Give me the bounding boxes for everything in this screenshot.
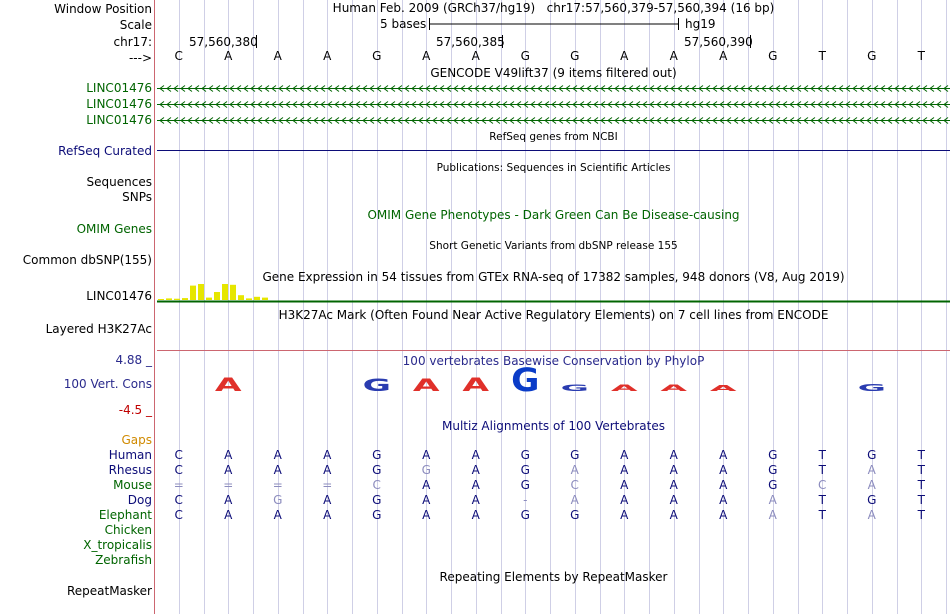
alignment-base: G [520, 478, 530, 492]
alignment-base: G [520, 448, 530, 462]
species-label[interactable]: Human [108, 448, 152, 462]
conservation-logo-letter: A [660, 382, 688, 394]
gtex-tissue-bar [254, 297, 260, 300]
alignment-base: T [917, 448, 925, 462]
base-letter: A [323, 49, 332, 63]
alignment-base: = [272, 478, 283, 492]
base-letter: A [422, 49, 431, 63]
gencode-item-label-3[interactable]: LINC01476 [86, 113, 152, 127]
h3k27ac-track-label[interactable]: Layered H3K27Ac [45, 322, 152, 336]
gtex-track-label[interactable]: LINC01476 [86, 289, 152, 303]
conservation-logo-letter: A [462, 373, 490, 396]
gencode-item-label-2[interactable]: LINC01476 [86, 97, 152, 111]
gencode-item-label-1[interactable]: LINC01476 [86, 81, 152, 95]
gtex-tissue-bar [190, 286, 196, 300]
gtex-tissue-bar [206, 298, 212, 300]
base-letter: A [669, 49, 678, 63]
gtex-tissue-bar [158, 299, 164, 300]
alignment-base: A [323, 463, 332, 477]
alignment-base: A [323, 493, 332, 507]
alignment-base: G [372, 448, 382, 462]
gencode-transcripts [157, 86, 950, 124]
alignment-base: T [818, 463, 826, 477]
alignment-base: G [372, 463, 382, 477]
alignment-base: A [867, 463, 876, 477]
alignment-base: A [867, 508, 876, 522]
dbsnp-track-title: Short Genetic Variants from dbSNP release 155 [429, 240, 678, 252]
omim-track-label[interactable]: OMIM Genes [76, 222, 152, 236]
alignment-base: A [620, 493, 629, 507]
alignment-base: C [174, 493, 183, 507]
alignment-base: G [867, 493, 877, 507]
alignment-base: A [669, 463, 678, 477]
alignment-base: T [917, 463, 925, 477]
base-letter: C [174, 49, 183, 63]
alignment-base: A [719, 448, 728, 462]
species-label[interactable]: Dog [127, 493, 152, 507]
conservation-track-title: 100 vertebrates Basewise Conservation by PhyloP [402, 354, 705, 368]
alignment-base: T [917, 493, 925, 507]
alignment-base: C [570, 478, 579, 492]
base-letter: G [867, 49, 877, 63]
alignment-base: A [422, 478, 431, 492]
alignment-base: A [273, 508, 282, 522]
alignment-base: G [570, 448, 580, 462]
alignment-base: T [818, 493, 826, 507]
alignment-base: A [422, 508, 431, 522]
alignment-base: A [323, 508, 332, 522]
alignment-base: A [669, 478, 678, 492]
dbsnp-track-label[interactable]: Common dbSNP(155) [22, 253, 152, 267]
alignment-base: C [372, 478, 381, 492]
coordinate-label-2: 57,560,385 [436, 35, 505, 49]
conservation-logo-letter: A [412, 376, 440, 396]
gtex-tissue-bar [166, 298, 172, 300]
alignment-base: = [173, 478, 184, 492]
coordinate-label-1: 57,560,380 [189, 35, 258, 49]
alignment-base: G [768, 463, 778, 477]
strand-label: ---> [128, 51, 152, 65]
repeatmasker-track-title: Repeating Elements by RepeatMasker [439, 570, 668, 584]
conservation-logo-letter: A [709, 384, 737, 393]
gencode-transcript [157, 86, 950, 92]
base-letter: A [273, 49, 282, 63]
alignment-base: A [471, 463, 480, 477]
alignment-base: A [620, 508, 629, 522]
alignment-base: A [471, 493, 480, 507]
omim-track-title: OMIM Gene Phenotypes - Dark Green Can Be Disease-causing [367, 208, 740, 222]
alignment-base: A [719, 508, 728, 522]
alignment-base: A [471, 478, 480, 492]
alignment-base: A [620, 463, 629, 477]
conservation-min-label: -4.5 _ [118, 403, 152, 417]
alignment-base: = [223, 478, 234, 492]
alignment-base: A [273, 448, 282, 462]
alignment-base: A [273, 463, 282, 477]
alignment-base: A [224, 508, 233, 522]
alignment-base: A [224, 463, 233, 477]
gtex-tissue-bar [174, 299, 180, 300]
alignment-base: A [471, 508, 480, 522]
alignment-base: C [174, 448, 183, 462]
alignment-base: A [620, 478, 629, 492]
multiz-track-title: Multiz Alignments of 100 Vertebrates [441, 419, 666, 433]
coordinate-label-3: 57,560,390 [684, 35, 753, 49]
publications-sequences-label[interactable]: Sequences [86, 175, 152, 189]
species-label[interactable]: Mouse [113, 478, 152, 492]
alignment-base: T [917, 508, 925, 522]
alignment-base: C [174, 508, 183, 522]
alignment-base: G [768, 478, 778, 492]
alignment-base: G [273, 493, 283, 507]
alignment-base: A [768, 508, 777, 522]
alignment-base: A [570, 463, 579, 477]
gtex-tissue-bar [222, 284, 228, 300]
alignment-base: A [719, 478, 728, 492]
conservation-logo-letter: G [362, 375, 391, 396]
alignment-base: C [174, 463, 183, 477]
chrom-label: chr17: [113, 35, 152, 49]
alignment-base: A [719, 463, 728, 477]
alignment-base: A [224, 448, 233, 462]
refseq-track-title: RefSeq genes from NCBI [489, 131, 618, 143]
alignment-base: A [669, 493, 678, 507]
gtex-tissue-bar [238, 295, 244, 300]
conservation-track-label[interactable]: 100 Vert. Cons [63, 377, 152, 391]
base-letter: T [917, 49, 925, 63]
alignment-base: - [523, 493, 528, 507]
base-letter: G [768, 49, 778, 63]
species-label[interactable]: Rhesus [108, 463, 152, 477]
alignment-base: T [917, 478, 925, 492]
alignment-base: G [570, 508, 580, 522]
alignment-base: G [372, 508, 382, 522]
base-letter: A [719, 49, 728, 63]
publications-snps-label[interactable]: SNPs [122, 190, 152, 204]
base-letter: G [520, 49, 530, 63]
gencode-track-title: GENCODE V49lift37 (9 items filtered out) [430, 66, 677, 80]
alignment-base: A [570, 493, 579, 507]
scale-text: 5 bases [380, 17, 427, 31]
species-label[interactable]: Zebrafish [95, 553, 152, 567]
gencode-transcript [157, 118, 950, 124]
alignment-base: G [421, 463, 431, 477]
gtex-tissue-bar [198, 284, 204, 300]
alignment-base: G [520, 463, 530, 477]
alignment-base: G [768, 448, 778, 462]
base-letter: G [372, 49, 382, 63]
window-position-value: Human Feb. 2009 (GRCh37/hg19) chr17:57,560,379-57,560,394 (16 bp) [332, 1, 775, 15]
gtex-tissue-bar [262, 298, 268, 300]
multiz-gaps-label[interactable]: Gaps [121, 433, 152, 447]
publications-track-title: Publications: Sequences in Scientific Articles [436, 162, 671, 174]
base-letter: G [570, 49, 580, 63]
alignment-base: A [620, 448, 629, 462]
base-letter: T [818, 49, 826, 63]
gtex-tissue-bar [214, 292, 220, 300]
scale-label: Scale [119, 18, 152, 32]
assembly-label: hg19 [685, 17, 716, 31]
base-letter: A [224, 49, 233, 63]
alignment-base: A [422, 493, 431, 507]
species-label[interactable]: X_tropicalis [83, 538, 152, 552]
alignment-base: T [818, 508, 826, 522]
alignment-base: C [818, 478, 827, 492]
alignment-base: A [768, 493, 777, 507]
gtex-expression-bars [158, 284, 268, 300]
gtex-tissue-bar [182, 298, 188, 300]
alignment-base: G [867, 448, 877, 462]
conservation-logo-letter: G [857, 381, 886, 394]
gtex-tissue-bar [230, 285, 236, 300]
base-letter: A [471, 49, 480, 63]
species-label[interactable]: Elephant [98, 508, 152, 522]
alignment-base: A [669, 448, 678, 462]
conservation-max-label: 4.88 _ [115, 353, 152, 367]
alignment-base: A [719, 493, 728, 507]
alignment-base: A [422, 448, 431, 462]
conservation-logo-letter: A [214, 373, 242, 396]
refseq-track-label[interactable]: RefSeq Curated [58, 144, 152, 158]
alignment-base: G [372, 493, 382, 507]
alignment-base: = [322, 478, 333, 492]
h3k27ac-track-title: H3K27Ac Mark (Often Found Near Active Regulatory Elements) on 7 cell lines from ENCODE [278, 308, 829, 322]
base-letter: A [620, 49, 629, 63]
alignment-base: T [818, 448, 826, 462]
alignment-base: A [669, 508, 678, 522]
conservation-logo-letter: A [610, 383, 638, 394]
conservation-logo-letter: G [511, 361, 540, 399]
alignment-base: A [471, 448, 480, 462]
gtex-tissue-bar [246, 298, 252, 300]
gencode-transcript [157, 102, 950, 108]
alignment-base: A [224, 493, 233, 507]
repeatmasker-track-label[interactable]: RepeatMasker [66, 584, 152, 598]
alignment-base: A [867, 478, 876, 492]
alignment-base: G [520, 508, 530, 522]
species-label[interactable]: Chicken [104, 523, 152, 537]
conservation-logo-letter: G [560, 383, 589, 394]
alignment-base: A [323, 448, 332, 462]
gtex-track-title: Gene Expression in 54 tissues from GTEx RNA-seq of 17382 samples, 948 donors (V8, Aug 2019) [262, 270, 845, 284]
window-position-label: Window Position [54, 2, 152, 16]
